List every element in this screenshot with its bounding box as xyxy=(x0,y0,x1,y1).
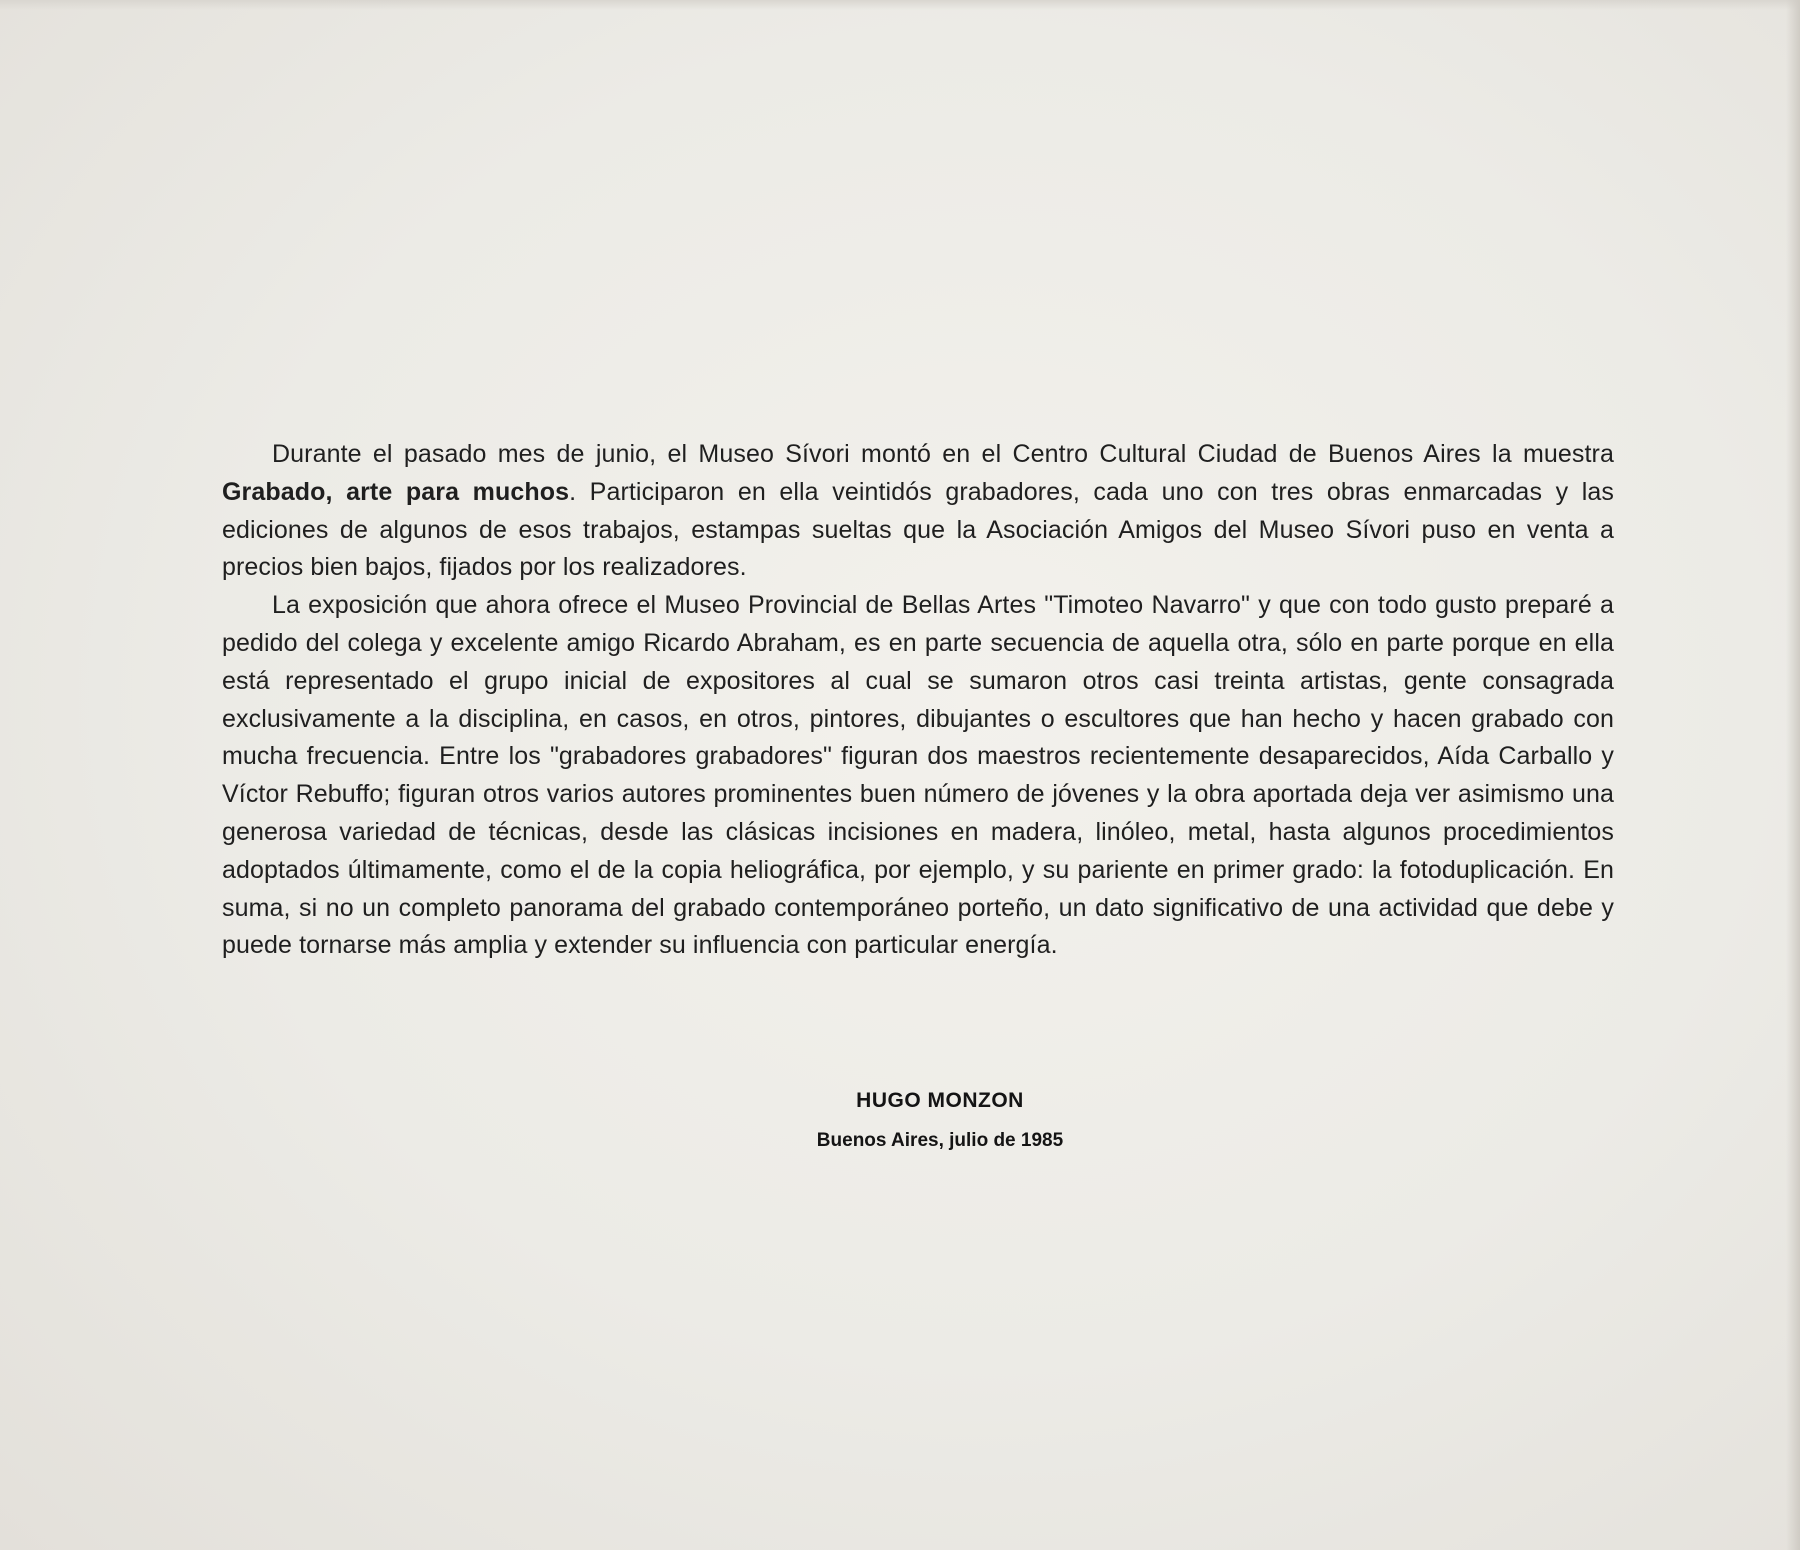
page-right-edge xyxy=(1786,0,1800,1550)
exhibition-title: Grabado, arte para muchos xyxy=(222,477,570,506)
place-date: Buenos Aires, julio de 1985 xyxy=(816,1130,1064,1151)
page-top-edge xyxy=(0,0,1800,10)
paragraph-2: La exposición que ahora ofrece el Museo Provincial de Bellas Artes "Timoteo Navarro" y que con todo gusto preparé a pedido del colega y excelente amigo Ricardo Abraham, es en parte secuencia de aquella otra, sólo en parte porque en ella está representado el grupo inicial de expositores al cual se sumaron otros casi treinta artistas, gente consagrada exclusivamente a la disciplina, en casos, en otros, pintores, dibujantes o escultores que han hecho y hacen grabado con mucha frecuencia. Entre los "grabadores grabadores" figuran dos maestros recientemente desaparecidos, Aída Carballo y Víctor Rebuffo; figuran otros varios autores prominentes buen número de jóvenes y la obra aportada deja ver asimismo una generosa variedad de técnicas, desde las clásicas incisiones en madera, linóleo, metal, hasta algunos procedimientos adoptados últimamente, como el de la copia heliográfica, por ejemplo, y su pariente en primer grado: la fotoduplicación. En suma, si no un completo panorama del grabado contemporáneo porteño, un dato significativo de una actividad que debe y puede tornarse más amplia y extender su influencia con particular energía. xyxy=(222,591,1614,960)
paragraph-1-lead: Durante el pasado mes de junio, el Museo Sívori montó en el Centro Cultural Ciudad de Buenos Aires la muestra xyxy=(272,440,1614,468)
paragraph-1 xyxy=(222,436,1614,587)
article-body xyxy=(222,436,1614,965)
author-name: HUGO MONZON xyxy=(856,1089,1024,1112)
paragraph-1-rest: . Participaron en ella veintidós grabadores, cada uno con tres obras enmarcadas y las ediciones de algunos de esos trabajos, estampas sueltas que la Asociación Amigos del Museo Sívori puso en venta a precios bien bajos, fijados por los realizadores. xyxy=(222,477,1614,582)
